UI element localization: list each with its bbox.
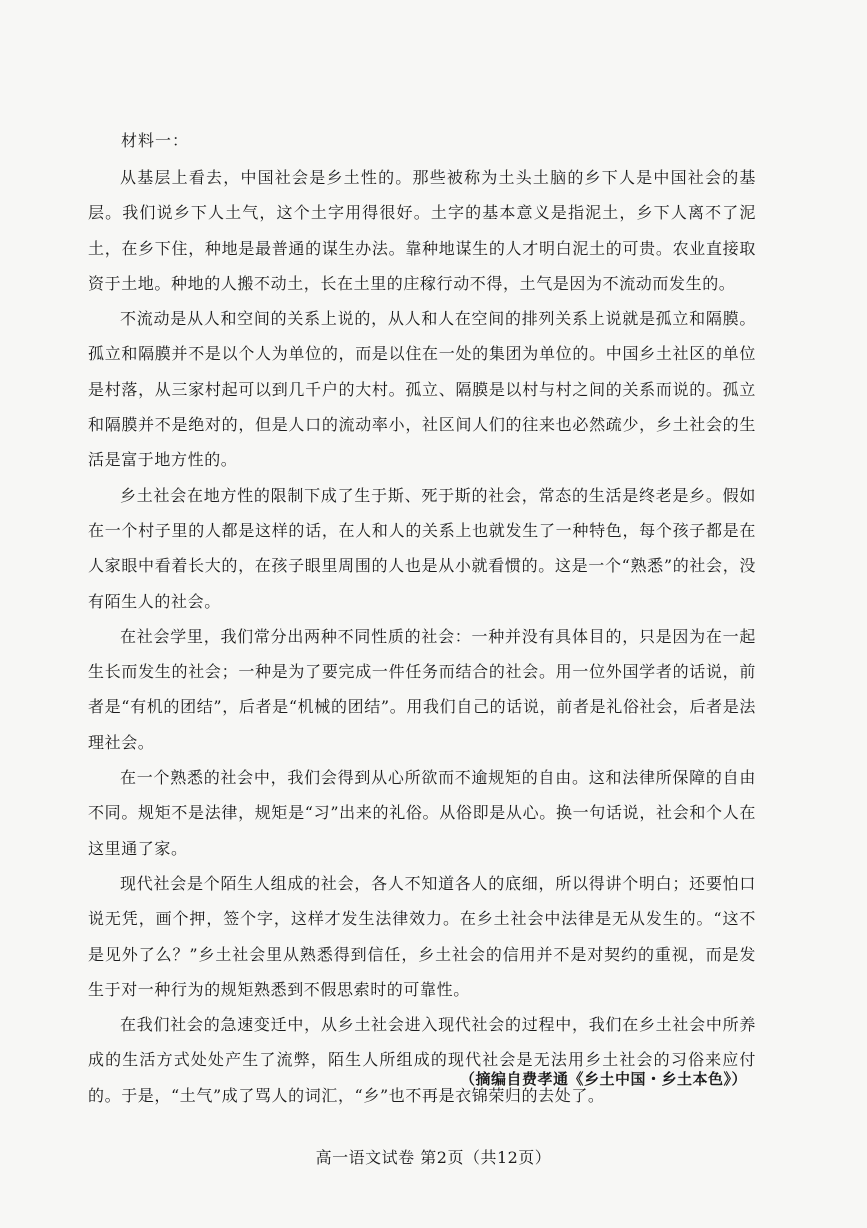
passage-body <box>88 160 756 1113</box>
paragraph-4: 在社会学里，我们常分出两种不同性质的社会：一种并没有具体目的，只是因为在一起生长而发生的社会；一种是为了要完成一件任务而结合的社会。用一位外国学者的话说，前者是“有机的团结”，后者是“机械的团结”。用我们自己的话说，前者是礼俗社会，后者是法理社会。 <box>88 626 756 752</box>
paragraph-1: 从基层上看去，中国社会是乡土性的。那些被称为土头土脑的乡下人是中国社会的基层。我们说乡下人土气，这个土字用得很好。土字的基本意义是指泥土，乡下人离不了泥土，在乡下住，种地是最普通的谋生办法。靠种地谋生的人才明白泥土的可贵。农业直接取资于土地。种地的人搬不动土，长在土里的庄稼行动不得，土气是因为不流动而发生的。 <box>88 168 756 293</box>
material-heading: 材料一： <box>121 131 190 150</box>
paragraph-3: 乡土社会在地方性的限制下成了生于斯、死于斯的社会，常态的生活是终老是乡。假如在一个村子里的人都是这样的话，在人和人的关系上也就发生了一种特色，每个孩子都是在人家眼中看着长大的，在孩子眼里周围的人也是从小就看惯的。这是一个“熟悉”的社会，没有陌生人的社会。 <box>88 485 756 611</box>
source-citation: （摘编自费孝通《乡土中国・乡土本色》） <box>459 1070 747 1088</box>
paragraph-5: 在一个熟悉的社会中，我们会得到从心所欲而不逾规矩的自由。这和法律所保障的自由不同。规矩不是法律，规矩是“习”出来的礼俗。从俗即是从心。换一句话说，社会和个人在这里通了家。 <box>88 768 756 858</box>
page-footer: 高一语文试卷 第2页（共12页） <box>315 1148 552 1167</box>
paragraph-2: 不流动是从人和空间的关系上说的，从人和人在空间的排列关系上说就是孤立和隔膜。孤立和隔膜并不是以个人为单位的，而是以住在一处的集团为单位的。中国乡土社区的单位是村落，从三家村起可以到几千户的大村。孤立、隔膜是以村与村之间的关系而说的。孤立和隔膜并不是绝对的，但是人口的流动率小，社区间人们的往来也必然疏少，乡土社会的生活是富于地方性的。 <box>88 309 756 470</box>
paragraph-6: 现代社会是个陌生人组成的社会，各人不知道各人的底细，所以得讲个明白；还要怕口说无凭，画个押，签个字，这样才发生法律效力。在乡土社会中法律是无从发生的。“这不是见外了么？”乡土社会里从熟悉得到信任，乡土社会的信用并不是对契约的重视，而是发生于对一种行为的规矩熟悉到不假思索时的可靠性。 <box>88 873 756 999</box>
paragraph-7: 在我们社会的急速变迁中，从乡土社会进入现代社会的过程中，我们在乡土社会中所养成的生活方式处处产生了流弊，陌生人所组成的现代社会是无法用乡土社会的习俗来应付的。于是，“土气”成了骂人的词汇，“乡”也不再是衣锦荣归的去处了。 <box>88 1015 756 1105</box>
